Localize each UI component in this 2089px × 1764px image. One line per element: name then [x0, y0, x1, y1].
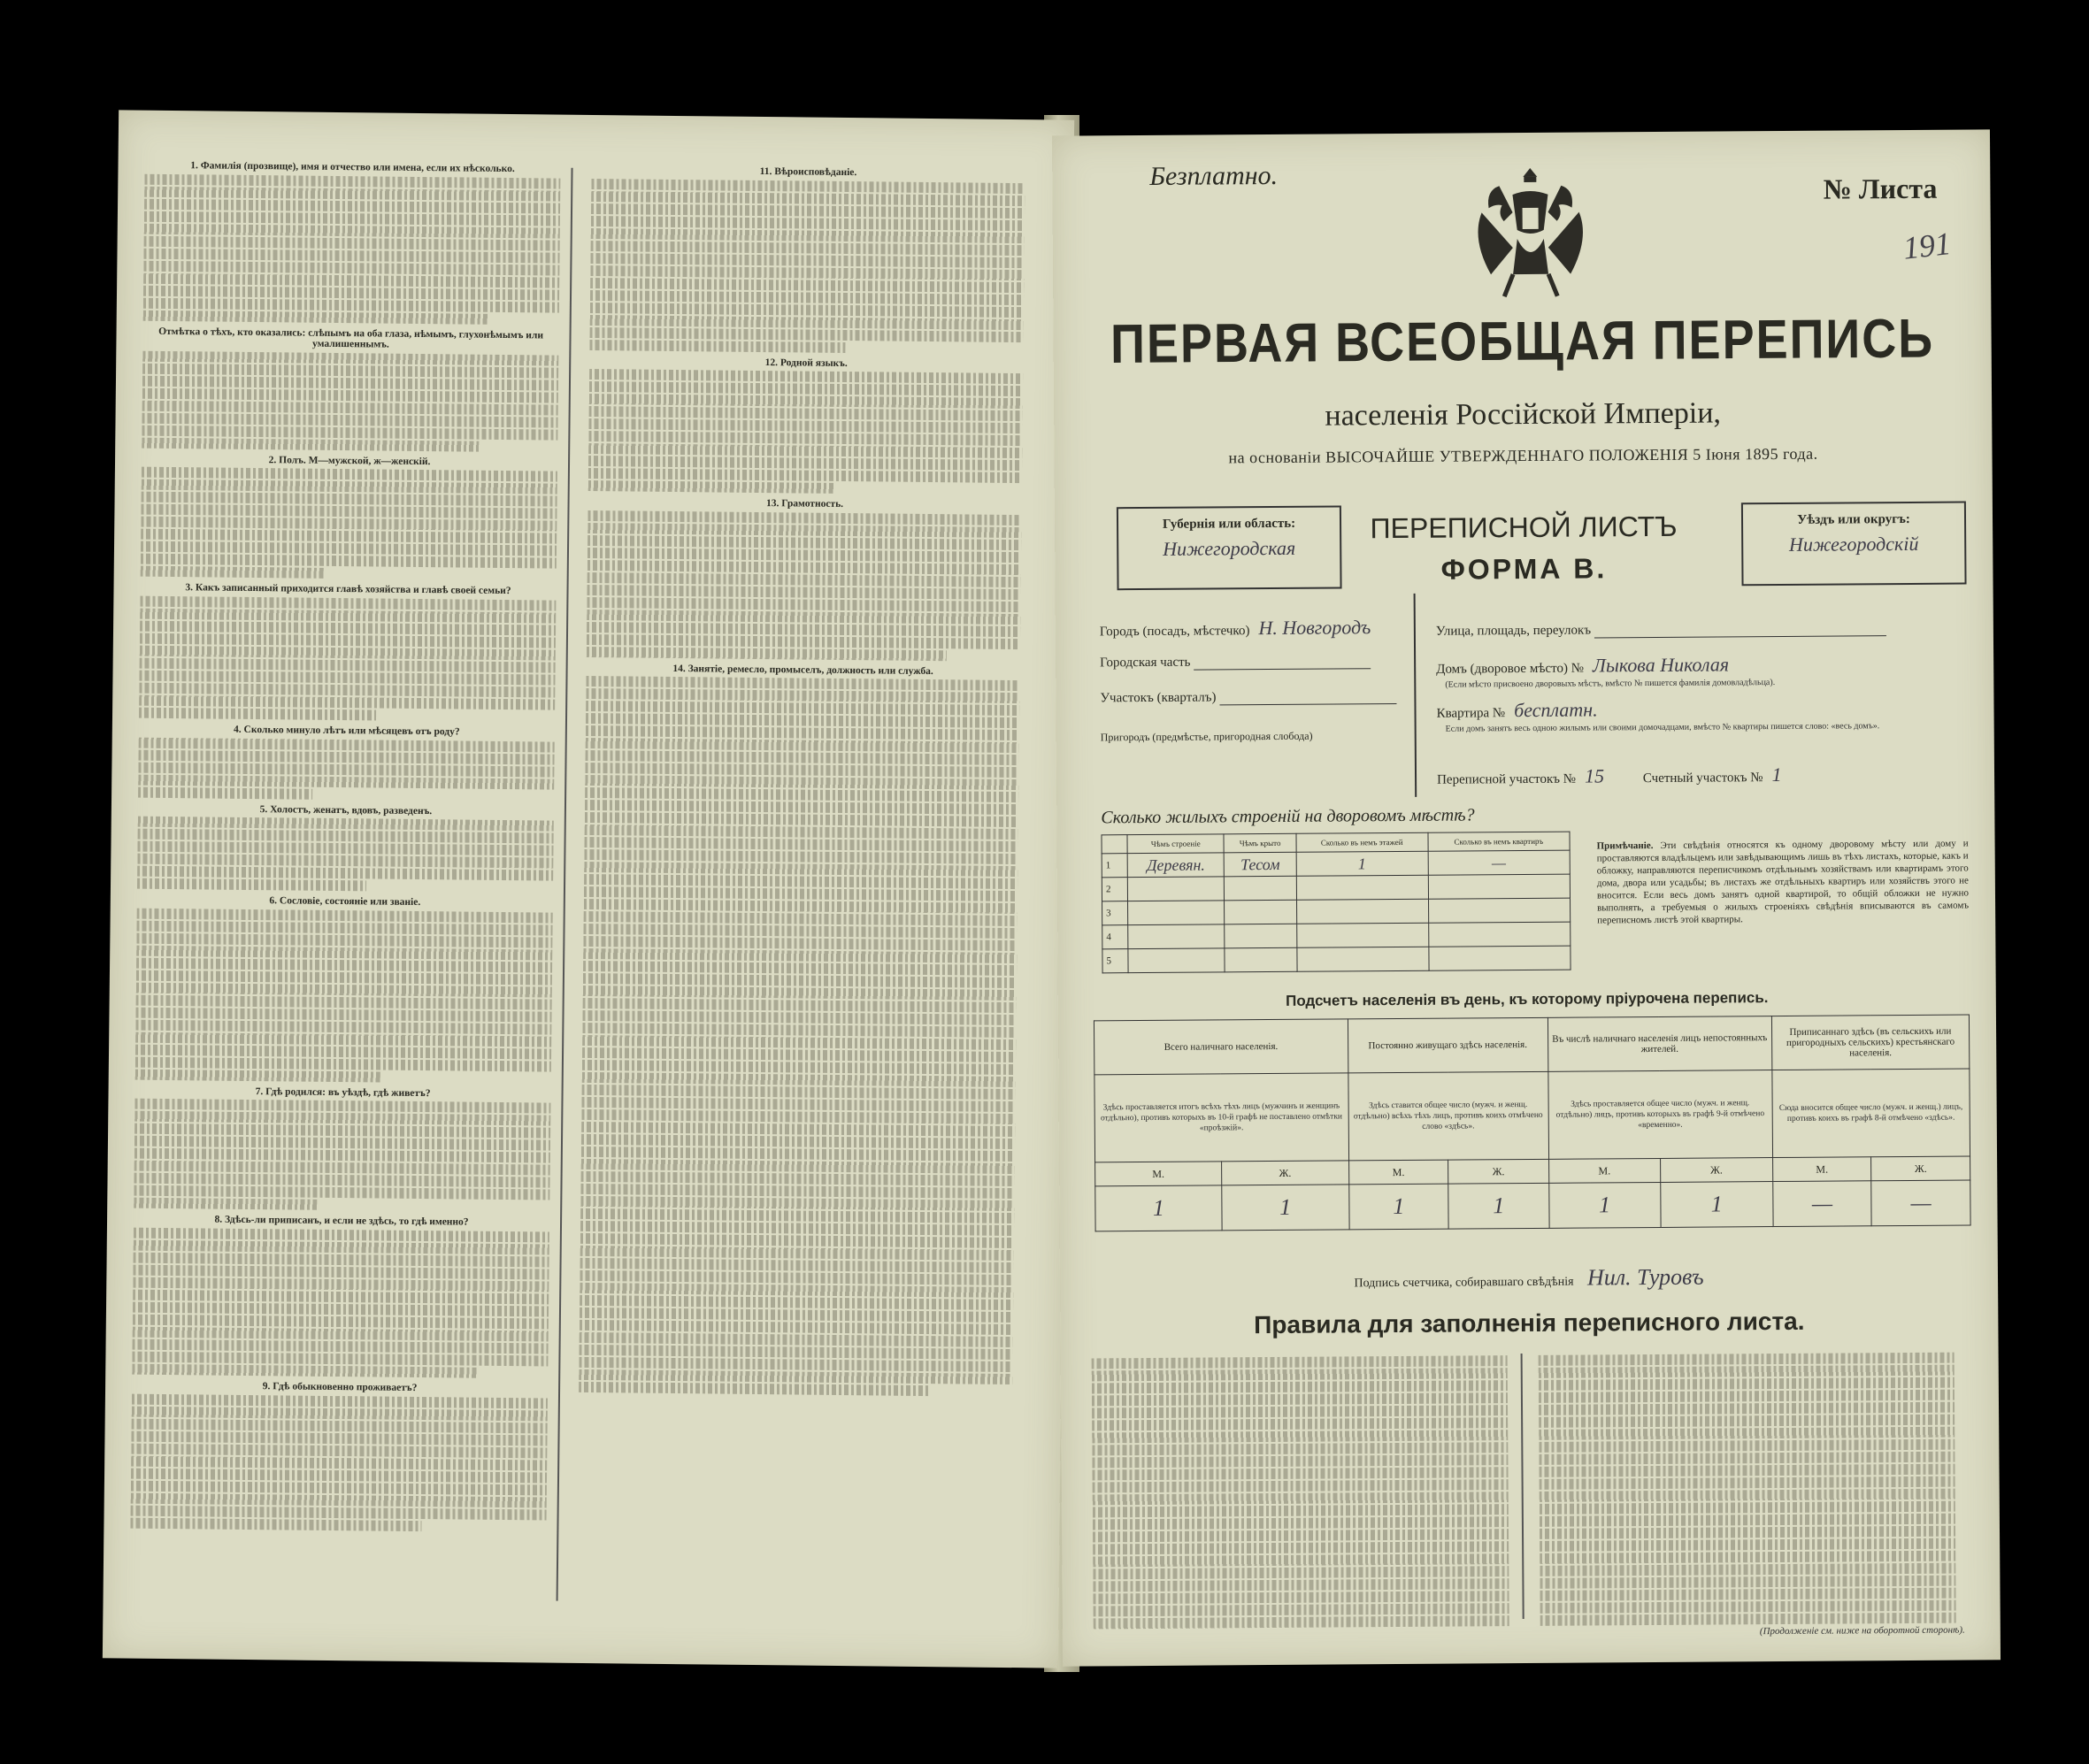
buildings-table [1101, 832, 1571, 974]
illegible-print-line [1093, 1529, 1509, 1542]
illegible-print-line [1540, 1576, 1955, 1589]
illegible-print-line [1092, 1454, 1508, 1468]
section-heading: 12. Родной языкъ. [764, 357, 848, 369]
section-heading: 14. Занятіе, ремесло, промыселъ, должность или служба. [672, 663, 933, 677]
illegible-print-line [1539, 1402, 1955, 1415]
population-count-table [1094, 1015, 1971, 1232]
signature-label: Подпись счетчика, собиравшаго свѣдѣнія [1354, 1275, 1574, 1291]
section-heading: 2. Полъ. М—мужской, ж—женскій. [268, 454, 431, 467]
buildings-cell [1296, 875, 1428, 900]
illegible-print-line [1540, 1551, 1955, 1564]
sheet-number-label: № Листа [1823, 172, 1938, 205]
rules-divider [1521, 1354, 1525, 1619]
illegible-print-line [1092, 1430, 1508, 1443]
buildings-cell: 2 [1102, 878, 1127, 901]
sex-cell: М. [1548, 1158, 1661, 1183]
section-heading: 11. Вѣроисповѣданіе. [759, 165, 857, 179]
legal-basis: на основаніи ВЫСОЧАЙШЕ УТВЕРЖДЕННАГО ПОЛОЖЕНІЯ 5 Іюня 1895 года. [1228, 444, 1818, 467]
buildings-col-header: Сколько въ немъ этажей [1296, 832, 1428, 852]
illegible-print-line [139, 708, 376, 721]
signature-value: Нил. Туровъ [1586, 1263, 1704, 1291]
note-label: Примѣчаніе. [1596, 840, 1654, 852]
double-headed-eagle-emblem [1463, 158, 1597, 301]
illegible-print-line [1093, 1479, 1509, 1492]
rules-column-b [1539, 1351, 1956, 1628]
count-value-cell: 1 [1348, 1184, 1448, 1230]
buildings-col-header: Сколько въ немъ квартиръ [1428, 832, 1571, 851]
illegible-print-line [1093, 1504, 1509, 1517]
illegible-print-line [588, 480, 835, 494]
illegible-print-line [130, 1517, 421, 1530]
illegible-print-line [1540, 1600, 1956, 1614]
free-label: Безплатно. [1149, 160, 1279, 191]
column-divider [557, 168, 573, 1601]
illegible-print-line [1092, 1380, 1508, 1393]
illegible-print-line [1539, 1390, 1955, 1403]
buildings-col-header: Чѣмъ крыто [1224, 833, 1295, 853]
buildings-cell: 4 [1102, 925, 1128, 949]
house-note: (Если мѣсто присвоено дворовыхъ мѣстъ, вмѣсто № пишется фамилія домовладѣльца). [1445, 678, 1776, 690]
section-heading: 13. Грамотность. [765, 498, 844, 510]
left-page [103, 110, 1074, 1668]
illegible-print-line [1094, 1615, 1509, 1629]
illegible-print-line [1540, 1538, 1955, 1552]
guberniya-box [1117, 505, 1342, 590]
rules-heading: Правила для заполненія переписного листа. [1254, 1307, 1805, 1339]
illegible-print-line [143, 310, 488, 324]
count-col-header: Постоянно живущаго здѣсь населенія. [1348, 1017, 1548, 1073]
illegible-print-line [132, 1364, 477, 1378]
city-field: Городъ (посадъ, мѣстечко) Н. Новгородъ [1099, 616, 1371, 640]
city-part-field: Городская часть [1100, 654, 1371, 671]
buildings-cell: 1 [1296, 851, 1428, 876]
illegible-print-line [1092, 1368, 1508, 1381]
buildings-cell [1428, 898, 1571, 923]
illegible-print-line [1540, 1563, 1955, 1576]
count-desc: Здѣсь проставляется общее число (мужч. и женщ. отдѣльно) лицъ, противъ которыхъ въ графѣ 9-й отмѣчено «временно». [1548, 1070, 1772, 1160]
illegible-print-line [1093, 1553, 1509, 1567]
buildings-cell [1428, 946, 1571, 970]
street-field: Улица, площадь, переулокъ [1436, 621, 1886, 640]
district-field: Участокъ (кварталъ) [1100, 689, 1396, 706]
census-title: ПЕРВАЯ ВСЕОБЩАЯ ПЕРЕПИСЬ [1110, 308, 1935, 375]
illegible-print-line [1540, 1588, 1955, 1601]
buildings-row [1102, 874, 1570, 901]
population-count-heading: Подсчетъ населенія въ день, къ которому пріурочена перепись. [1286, 989, 1769, 1009]
sex-cell: М. [1348, 1160, 1448, 1185]
illegible-print-line [1539, 1427, 1955, 1440]
buildings-cell [1127, 877, 1225, 901]
section-heading: 6. Сословіе, состояніе или званіе. [269, 895, 421, 909]
census-form-page [1052, 129, 2001, 1666]
illegible-print-line [1540, 1501, 1955, 1515]
count-desc: Здѣсь ставится общее число (мужч. и женщ. отдѣльно) всѣхъ тѣхъ лицъ, противъ коихъ отмѣчено слово «здѣсь». [1348, 1071, 1548, 1161]
apartment-note: Если домъ занятъ весь одною жилымъ или своими домочадцами, вмѣсто № квартиры пишется слово: «весь домъ». [1445, 721, 1880, 734]
sex-cell: М. [1772, 1157, 1871, 1182]
illegible-print-line [1540, 1489, 1955, 1502]
buildings-cell [1428, 874, 1571, 899]
count-value-cell: 1 [1222, 1185, 1349, 1231]
uezd-value: Нижегородскій [1788, 532, 1919, 556]
section-heading: 7. Гдѣ родился: въ уѣздѣ, гдѣ живетъ? [255, 1085, 431, 1099]
buildings-cell [1128, 924, 1225, 949]
illegible-print-line [138, 786, 313, 799]
illegible-print-line [137, 878, 366, 892]
illegible-print-line [1540, 1476, 1955, 1490]
buildings-cell: 5 [1102, 949, 1128, 973]
section-heading: 3. Какъ записанный приходится главѣ хозяйства и главѣ своей семьи? [185, 582, 511, 597]
section-heading: 4. Сколько минуло лѣтъ или мѣсяцевъ отъ роду? [234, 724, 460, 738]
count-desc-row [1094, 1069, 1970, 1162]
section-heading: 8. Здѣсь-ли приписанъ, и если не здѣсь, то гдѣ именно? [214, 1214, 469, 1228]
illegible-print-line [1540, 1613, 1956, 1626]
buildings-cell [1225, 947, 1296, 972]
buildings-cell: Деревян. [1127, 853, 1225, 878]
illegible-print-line [1539, 1353, 1955, 1366]
buildings-row [1102, 946, 1571, 973]
illegible-print-line [141, 566, 324, 579]
instructions-column-a [130, 155, 560, 1534]
illegible-print-line [1094, 1603, 1509, 1616]
buildings-row [1102, 922, 1571, 949]
illegible-print-line [1092, 1355, 1508, 1369]
illegible-print-line [134, 1198, 317, 1210]
buildings-col-header: Чѣмъ строеніе [1127, 834, 1225, 854]
illegible-print-line [579, 1382, 930, 1396]
buildings-cell [1428, 922, 1571, 947]
census-subtitle: населенія Россійской Имперіи, [1325, 396, 1722, 433]
count-desc: Сюда вносится общее число (мужч. и женщ.) лицъ, противъ коихъ въ графѣ 8-й отмѣчено «здѣсь». [1772, 1069, 1970, 1158]
enumerator-signature [1060, 1262, 1998, 1294]
census-district-field: Переписной участокъ № 15 Счетный участокъ № 1 [1437, 763, 1782, 787]
buildings-cell [1128, 948, 1225, 973]
suburb-field: Пригородъ (предмѣстье, пригородная слобода) [1100, 729, 1313, 744]
form-title: ПЕРЕПИСНОЙ ЛИСТЪ [1370, 510, 1678, 545]
guberniya-value: Нижегородская [1163, 536, 1296, 560]
sheet-number-handwritten: 191 [1901, 225, 1953, 266]
buildings-cell [1225, 876, 1296, 901]
buildings-cell [1128, 901, 1225, 925]
buildings-cell [1297, 947, 1429, 971]
illegible-print-line [1539, 1464, 1955, 1477]
count-value-cell: — [1871, 1180, 1970, 1226]
buildings-cell [1225, 900, 1296, 924]
count-values-row [1095, 1180, 1970, 1231]
rules-column-a [1092, 1354, 1509, 1630]
count-value-cell: 1 [1095, 1185, 1222, 1231]
count-col-header: Приписаннаго здѣсь (въ сельскихъ или пригородныхъ сельскихъ) крестьянскаго населенія. [1771, 1015, 1970, 1070]
apartment-field: Квартира № бесплатн. [1436, 698, 1598, 722]
illegible-print-line [135, 1069, 380, 1082]
buildings-cell [1225, 924, 1296, 948]
instructions-column-b [579, 159, 1025, 1399]
count-value-cell: — [1773, 1181, 1872, 1227]
buildings-row [1102, 898, 1571, 925]
section-heading: 9. Гдѣ обыкновенно проживаетъ? [262, 1381, 418, 1393]
illegible-print-line [1093, 1566, 1509, 1579]
illegible-print-line [589, 340, 845, 353]
count-desc: Здѣсь проставляется итогъ всѣхъ тѣхъ лицъ (мужчинъ и женщинъ отдѣльно), противъ которыхъ въ 10-й графѣ не поставлено отмѣтки «проѣзжій». [1094, 1073, 1348, 1162]
illegible-print-line [142, 437, 479, 451]
sex-cell: Ж. [1222, 1161, 1349, 1185]
illegible-print-line [1093, 1467, 1509, 1480]
section-heading: Отмѣтка о тѣхъ, кто оказались: слѣпымъ на оба глаза, нѣмымъ, глухонѣмымъ или умалишеннымъ. [158, 326, 544, 350]
illegible-print-line [1093, 1578, 1509, 1591]
illegible-print-line [587, 647, 947, 661]
count-col-header: Въ числѣ наличнаго населенія лицъ непостоянныхъ жителей. [1548, 1016, 1772, 1072]
buildings-cell [1296, 899, 1428, 924]
illegible-print-line [1539, 1365, 1955, 1378]
count-col-header: Всего наличнаго населенія. [1094, 1019, 1348, 1075]
section-heading: 1. Фамилія (прозвище), имя и отчество или имена, если их нѣсколько. [190, 160, 515, 175]
buildings-heading: Сколько жилыхъ строеній на дворовомъ мѣстѣ? [1101, 805, 1475, 828]
count-value-cell: 1 [1548, 1182, 1661, 1228]
buildings-cell: Тесом [1225, 852, 1296, 877]
buildings-cell: — [1428, 850, 1571, 875]
illegible-print-line [1539, 1415, 1955, 1428]
buildings-cell: 3 [1102, 901, 1128, 925]
fields-divider [1414, 594, 1417, 797]
section-heading: 5. Холостъ, женатъ, вдовъ, разведенъ. [259, 803, 433, 817]
buildings-cell [1296, 923, 1428, 947]
sex-cell: М. [1095, 1162, 1222, 1186]
illegible-print-line [1539, 1377, 1955, 1391]
guberniya-label: Губернія или область: [1162, 516, 1296, 532]
illegible-print-line [1540, 1526, 1955, 1539]
sex-cell: Ж. [1448, 1159, 1548, 1184]
note-block [1597, 838, 1970, 927]
illegible-print-line [1093, 1516, 1509, 1530]
count-value-cell: 1 [1661, 1182, 1773, 1228]
illegible-print-line [1093, 1591, 1509, 1604]
illegible-print-line [1093, 1492, 1509, 1505]
count-header-row [1094, 1015, 1969, 1075]
sex-cell: Ж. [1660, 1158, 1772, 1183]
illegible-print-line [1539, 1452, 1955, 1465]
illegible-print-line [1540, 1514, 1955, 1527]
rules-continued-note: (Продолженіе см. ниже на оборотной сторонѣ). [1759, 1624, 1965, 1637]
uezd-box [1741, 502, 1967, 587]
illegible-print-line [1092, 1405, 1508, 1418]
illegible-print-line [1093, 1541, 1509, 1554]
illegible-print-line [1092, 1392, 1508, 1406]
sex-cell: Ж. [1871, 1156, 1970, 1181]
buildings-cell: 1 [1102, 854, 1127, 878]
illegible-print-line [1092, 1442, 1508, 1455]
buildings-row [1102, 850, 1570, 878]
note-text: Эти свѣдѣнія относятся къ одному дворовому мѣсту или дому и проставляются владѣльцемъ или завѣдывающимъ лишь въ тѣхъ листахъ, которые, какъ и обложку, направляются переписчикомъ отдѣльнымъ хозяйствамъ или квартирамъ этого дома, двора или усадьбы; въ листахъ же отдѣльныхъ квартиръ или хозяйствъ этого не вносится. Если весь домъ занятъ одной квартирой, то общій обложки не нужно выполнять, а требуемыя о жилыхъ строеніяхъ свѣдѣнія вписываются въ самомъ переписномъ листѣ этой квартиры. [1596, 838, 1970, 926]
illegible-print-line [1539, 1439, 1955, 1453]
illegible-print-line [1092, 1417, 1508, 1430]
house-field: Домъ (дворовое мѣсто) № Лыкова Николая [1436, 653, 1730, 677]
count-value-cell: 1 [1448, 1183, 1549, 1229]
form-subtitle: ФОРМА В. [1440, 552, 1608, 586]
uezd-label: Уѣздъ или округъ: [1797, 511, 1910, 527]
